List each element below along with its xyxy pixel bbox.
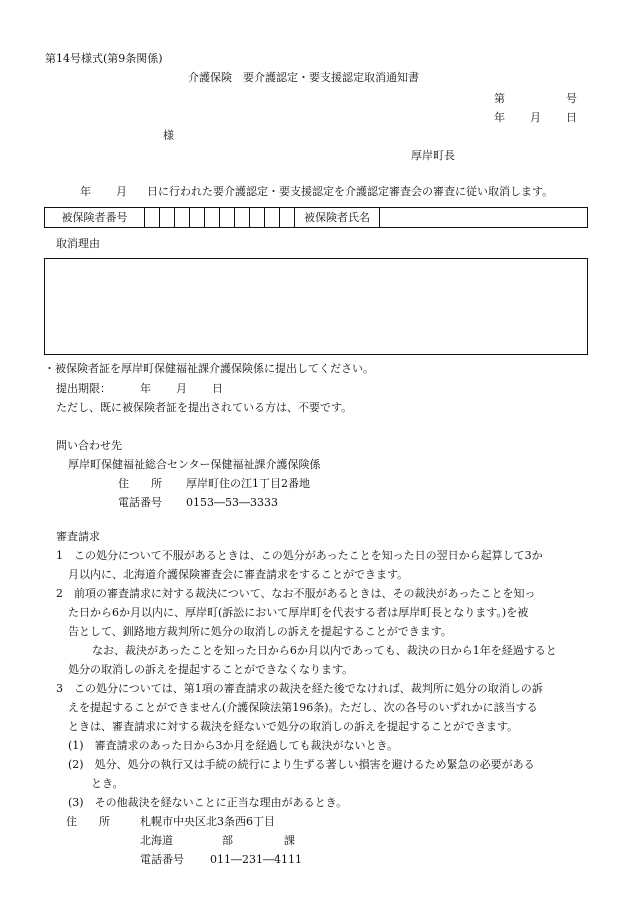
body-text: 日に行われた要介護認定・要支援認定を介護認定審査会の審査に従い取消します。	[147, 185, 554, 198]
appeal-p3-line3: ときは、審査請求に対する裁決を経ないで処分の取消しの訴えを提起することができます。	[68, 720, 519, 733]
contact-org: 厚岸町保健福祉総合センター保健福祉課介護保険係	[68, 458, 321, 471]
appeal-p1-line2: 月以内に、北海道介護保険審査会に審査請求をすることができます。	[68, 568, 409, 581]
insured-number-label: 被保険者番号	[45, 208, 145, 228]
body-year: 年	[80, 185, 91, 198]
submission-year: 年	[140, 382, 151, 395]
doc-number-prefix: 第	[494, 92, 505, 105]
appeal-p2-line4: なお、裁決があったことを知った日から6か月以内であっても、裁決の日から1年を経過すると	[92, 644, 557, 657]
insured-number-digit-cell[interactable]	[145, 208, 160, 228]
date-year: 年	[494, 111, 505, 124]
insured-number-digit-cell[interactable]	[175, 208, 190, 228]
appeal-address: 札幌市中央区北3条西6丁目	[140, 815, 275, 828]
insured-name-label: 被保険者氏名	[295, 208, 380, 228]
appeal-p3-line2: えを提起することができません(介護保険法第196条)。ただし、次の各号のいずれかに該当する	[68, 701, 538, 714]
doc-number-suffix: 号	[566, 92, 577, 105]
date-day: 日	[566, 111, 577, 124]
appeal-item3: (3) その他裁決を経ないことに正当な理由があるとき。	[68, 796, 348, 809]
contact-phone: 0153―53―3333	[186, 496, 278, 509]
appeal-p1-line1: 1 この処分について不服があるときは、この処分があったことを知った日の翌日から起算して3か	[56, 549, 543, 562]
insured-number-digit-cell[interactable]	[190, 208, 205, 228]
contact-phone-label: 電話番号	[118, 496, 162, 509]
insured-number-digit-cell[interactable]	[160, 208, 175, 228]
submission-deadline-label: 提出期限：	[56, 382, 111, 395]
reason-box[interactable]	[44, 258, 588, 355]
insured-number-digit-cell[interactable]	[280, 208, 295, 228]
insured-number-digit-cell[interactable]	[205, 208, 220, 228]
contact-address-label: 住 所	[118, 477, 162, 490]
insured-name-field[interactable]	[380, 208, 588, 228]
submission-instruction: ・被保険者証を厚岸町保健福祉課介護保険係に提出してください。	[44, 362, 374, 375]
appeal-item1: (1) 審査請求のあった日から3か月を経過しても裁決がないとき。	[68, 739, 399, 752]
appeal-heading: 審査請求	[56, 530, 100, 543]
appeal-p2-line5: 処分の取消しの訴えを提起することができなくなります。	[68, 663, 354, 676]
appeal-dept-prefecture: 北海道	[140, 834, 173, 847]
addressee-suffix: 様	[163, 129, 174, 142]
appeal-p3-line1: 3 この処分については、第1項の審査請求の裁決を経た後でなければ、裁判所に処分の取消しの訴	[56, 682, 543, 695]
contact-heading: 問い合わせ先	[56, 439, 122, 452]
issuer: 厚岸町長	[411, 149, 455, 162]
appeal-item2-line2: とき。	[91, 777, 124, 790]
insured-number-digit-cell[interactable]	[250, 208, 265, 228]
document-title: 介護保険 要介護認定・要支援認定取消通知書	[188, 71, 419, 84]
appeal-p2-line1: 2 前項の審査請求に対する裁決について、なお不服があるときは、その裁決があったことを知っ	[56, 587, 536, 600]
appeal-p2-line2: た日から6か月以内に、厚岸町(訴訟において厚岸町を代表する者は厚岸町長となります。)を被	[68, 606, 529, 619]
insured-number-digit-cell[interactable]	[220, 208, 235, 228]
form-number: 第14号様式(第9条関係)	[45, 52, 163, 65]
insured-table	[44, 207, 588, 228]
reason-label: 取消理由	[56, 237, 100, 250]
appeal-dept-ka: 課	[284, 834, 295, 847]
submission-note: ただし、既に被保険者証を提出されている方は、不要です。	[56, 401, 353, 414]
contact-address: 厚岸町住の江1丁目2番地	[186, 477, 310, 490]
date-month: 月	[530, 111, 541, 124]
appeal-address-label: 住 所	[66, 815, 110, 828]
body-month: 月	[116, 185, 127, 198]
appeal-phone: 011―231―4111	[210, 853, 302, 866]
appeal-dept-bu: 部	[222, 834, 233, 847]
insured-number-digit-cell[interactable]	[265, 208, 280, 228]
appeal-p2-line3: 告として、釧路地方裁判所に処分の取消しの訴えを提起することができます。	[68, 625, 452, 638]
appeal-item2-line1: (2) 処分、処分の執行又は手続の続行により生ずる著しい損害を避けるため緊急の必要がある	[68, 758, 535, 771]
appeal-phone-label: 電話番号	[140, 853, 184, 866]
submission-day: 日	[212, 382, 223, 395]
insured-number-digit-cell[interactable]	[235, 208, 250, 228]
submission-month: 月	[176, 382, 187, 395]
